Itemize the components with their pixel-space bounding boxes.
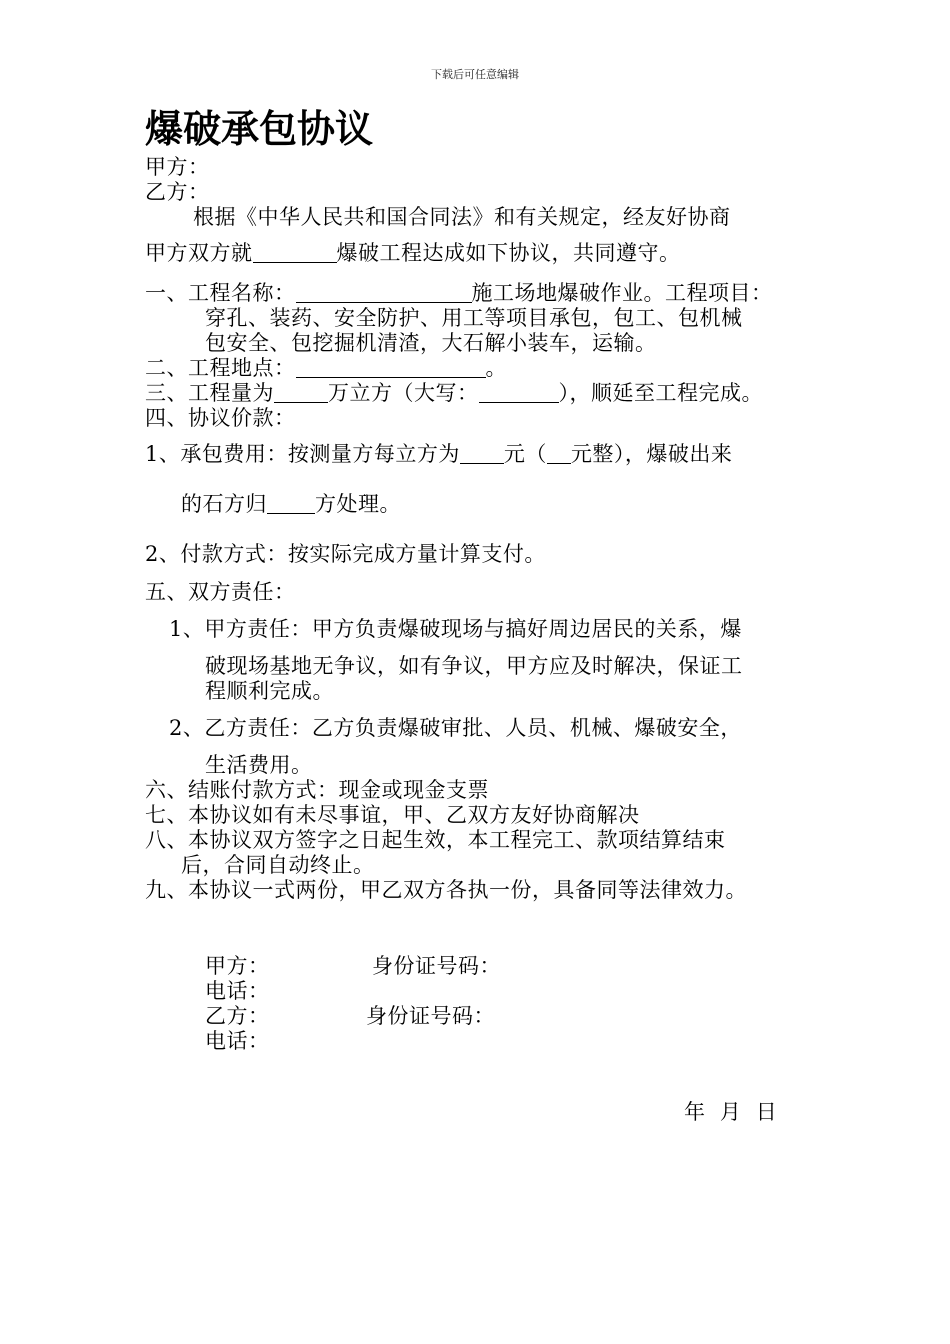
section-5-1-line-1: 1、甲方责任：甲方负责爆破现场与搞好周边居民的关系，爆: [169, 617, 742, 641]
header-note: 下载后可任意编辑: [431, 68, 519, 81]
section-3-line: [145, 381, 763, 405]
section-4-1-text-e: 方处理。: [315, 492, 401, 516]
blank-project-name: [253, 242, 337, 263]
blank-quantity: [274, 382, 328, 403]
section-5-1-line-3: 程顺利完成。: [205, 679, 334, 703]
section-1-line-1: [145, 281, 773, 305]
section-3-text-a: 万立方（大写：: [328, 381, 479, 405]
section-4-1-line-2: [181, 492, 401, 516]
section-5-2-line-2: 生活费用。: [205, 753, 313, 777]
section-1-text: 施工场地爆破作业。工程项目：: [471, 281, 773, 305]
section-5-2-line-1: 2、乙方责任：乙方负责爆破审批、人员、机械、爆破安全，: [169, 716, 742, 740]
sign-party-b-phone: 电话：: [205, 1029, 270, 1053]
section-8-line-2: 后，合同自动终止。: [181, 853, 375, 877]
sign-party-b-label: 乙方：: [205, 1004, 270, 1028]
blank-unit-price: [460, 443, 504, 464]
intro-line-1: 根据《中华人民共和国合同法》和有关规定，经友好协商: [193, 205, 731, 229]
section-4-2-line: 2、付款方式：按实际完成方量计算支付。: [145, 542, 546, 566]
section-3-text-b: ），顺延至工程完成。: [558, 381, 763, 405]
section-4-heading: 四、协议价款：: [145, 406, 296, 430]
document-title: 爆破承包协议: [145, 107, 374, 151]
sign-party-a-label: 甲方：: [205, 954, 270, 978]
section-4-1-text-c: 元整），爆破出来: [570, 442, 733, 466]
section-6-line: 六、结账付款方式：现金或现金支票: [145, 778, 489, 802]
blank-quantity-capital: [479, 382, 559, 403]
intro-text-b: 爆破工程达成如下协议，共同遵守。: [336, 241, 681, 265]
section-2-label: 二、工程地点：: [145, 356, 296, 380]
section-3-label: 三、工程量为: [145, 381, 274, 405]
intro-text-a: 甲方双方就: [145, 241, 253, 265]
party-b-line: 乙方：: [145, 180, 210, 204]
section-4-1-text-b: 元（: [503, 442, 547, 466]
intro-line-2: [145, 241, 681, 265]
section-5-1-line-2: 破现场基地无争议，如有争议，甲方应及时解决，保证工: [205, 654, 743, 678]
section-4-1-text-a: 1、承包费用：按测量方每立方为: [145, 442, 460, 466]
blank-location: [296, 357, 486, 378]
party-a-line: 甲方：: [145, 155, 210, 179]
section-9-line: 九、本协议一式两份，甲乙双方各执一份，具备同等法律效力。: [145, 878, 747, 902]
section-4-1-text-d: 的石方归: [181, 492, 267, 516]
section-8-line-1: 八、本协议双方签字之日起生效，本工程完工、款项结算结束: [145, 828, 726, 852]
sign-party-a-phone: 电话：: [205, 979, 270, 1003]
sign-date: 年 月 日: [684, 1100, 778, 1124]
section-7-line: 七、本协议如有未尽事谊，甲、乙双方友好协商解决: [145, 803, 640, 827]
sign-party-b-id: 身份证号码：: [366, 1004, 495, 1028]
blank-engineering-name: [296, 282, 472, 303]
section-4-1-line-1: [145, 442, 732, 466]
blank-stone-owner: [267, 493, 315, 514]
section-1-line-3: 包安全、包挖掘机清渣，大石解小装车，运输。: [205, 331, 657, 355]
sign-party-a-id: 身份证号码：: [372, 954, 501, 978]
section-5-heading: 五、双方责任：: [145, 580, 296, 604]
blank-unit-price-capital: [547, 443, 571, 464]
section-2-end: 。: [485, 356, 507, 380]
section-1-line-2: 穿孔、装药、安全防护、用工等项目承包，包工、包机械: [205, 306, 743, 330]
section-2-line: [145, 356, 507, 380]
section-1-label: 一、工程名称：: [145, 281, 296, 305]
